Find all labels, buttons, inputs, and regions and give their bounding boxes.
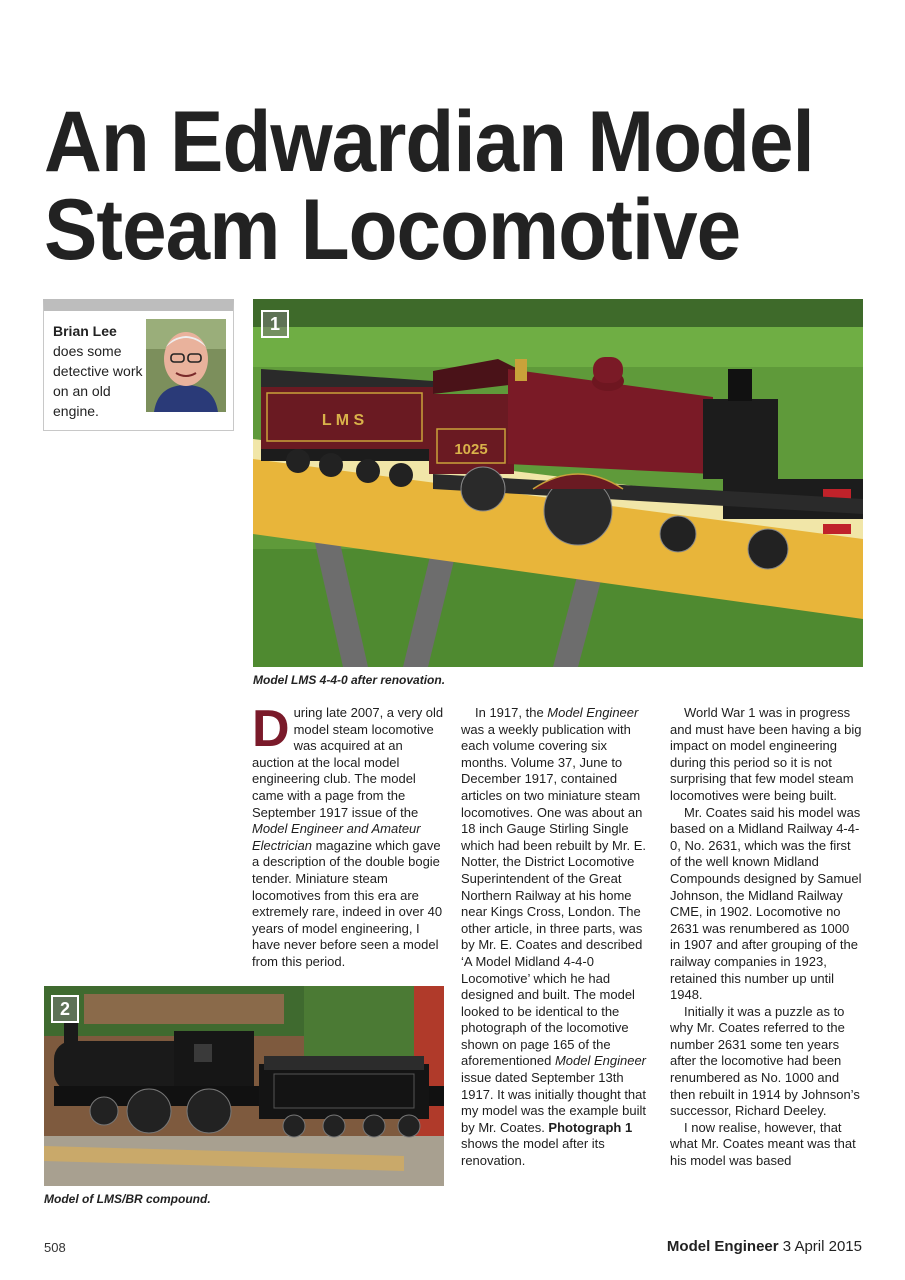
author-byline (53, 321, 143, 421)
body-column-2 (461, 705, 653, 1170)
author-blurb: does some detective work on an old engine. (53, 343, 143, 419)
cab-number: 1025 (454, 441, 488, 458)
col3-paragraph-4: I now realise, however, that what Mr. Coates meant was that his model was based (670, 1119, 856, 1169)
magazine-footer (667, 1238, 862, 1255)
figure-2-number: 2 (51, 995, 79, 1023)
article-title (44, 94, 825, 278)
photo-2-lms-br-compound (44, 986, 444, 1186)
col1-paragraph-1: During late 2007, a very old model steam locomotive was acquired at an auction at the local model engineering club. The model came with a page from the September 1917 issue of the Model Engineer and Amateur Electrician magazine which gave a description of the double bogie tender. Miniature steam locomotives from this era are extremely rare, indeed in over 40 years of model engineering, I have never before seen a model from this period. (252, 700, 444, 969)
photo-1-lms-4-4-0 (253, 299, 863, 667)
tender-lettering: L M S (321, 412, 365, 429)
col2-paragraph-1: In 1917, the Model Engineer was a weekly publication with each volume covering six months. Volume 37, June to December 1917, contained articles on two miniature steam locomotives. One was about an 18 inch Gauge Stirling Single which had been rebuilt by Mr. E. Notter, the District Locomotive Superintendent of the Great Northern Railway at his home near Kings Cross, London. The other article, in three parts, was by Mr. E. Coates and described ‘A Model Midland 4-4-0 Locomotive’ which he had designed and built. The model looked to be identical to the photograph of the locomotive shown on page 165 of the aforementioned Model Engineer issue dated September 13th 1917. It was initially thought that my model was the example built by Mr. Coates. Photograph 1 shows the model after its renovation. (461, 705, 647, 1169)
author-box (43, 299, 234, 431)
col3-paragraph-3: Initially it was a puzzle as to why Mr. Coates referred to the number 2631 some ten years after the locomotive had been renumbered as No. 1000 and then rebuilt in 1914 by Johnson’s successor, Richard Deeley. (670, 1003, 860, 1119)
figure-1-caption: Model LMS 4-4-0 after renovation. (253, 673, 446, 687)
author-name: Brian Lee (53, 323, 117, 339)
locomotive-photo-image (253, 299, 863, 667)
col3-paragraph-2: Mr. Coates said his model was based on a Midland Railway 4-4-0, No. 2631, which was the first of the well known Midland Compounds designed by Samuel Johnson, the Midland Railway CME, in 1902. Locomotive no 2631 was renumbered as 1000 in 1907 and after grouping of the railway companies in 1923, retained this number up until 1948. (670, 804, 862, 1003)
body-column-1 (252, 700, 444, 971)
body-column-3 (670, 705, 862, 1170)
col3-paragraph-1: World War 1 was in progress and must have been having a big impact on model engineering during this period so it is not surprising that few model steam locomotives were being built. (670, 705, 862, 803)
page-number: 508 (44, 1240, 66, 1255)
author-photo (146, 319, 226, 412)
magazine-name: Model Engineer (666, 1238, 779, 1255)
drop-cap: D (252, 700, 290, 758)
title-line-1: An Edwardian Model (44, 94, 814, 190)
figure-1-number: 1 (261, 310, 289, 338)
title-line-2: Steam Locomotive (44, 182, 741, 278)
author-portrait-image (146, 319, 226, 412)
issue-date: 3 April 2015 (782, 1238, 862, 1255)
compound-locomotive-photo-image (44, 986, 444, 1186)
figure-2-caption: Model of LMS/BR compound. (44, 1192, 211, 1206)
